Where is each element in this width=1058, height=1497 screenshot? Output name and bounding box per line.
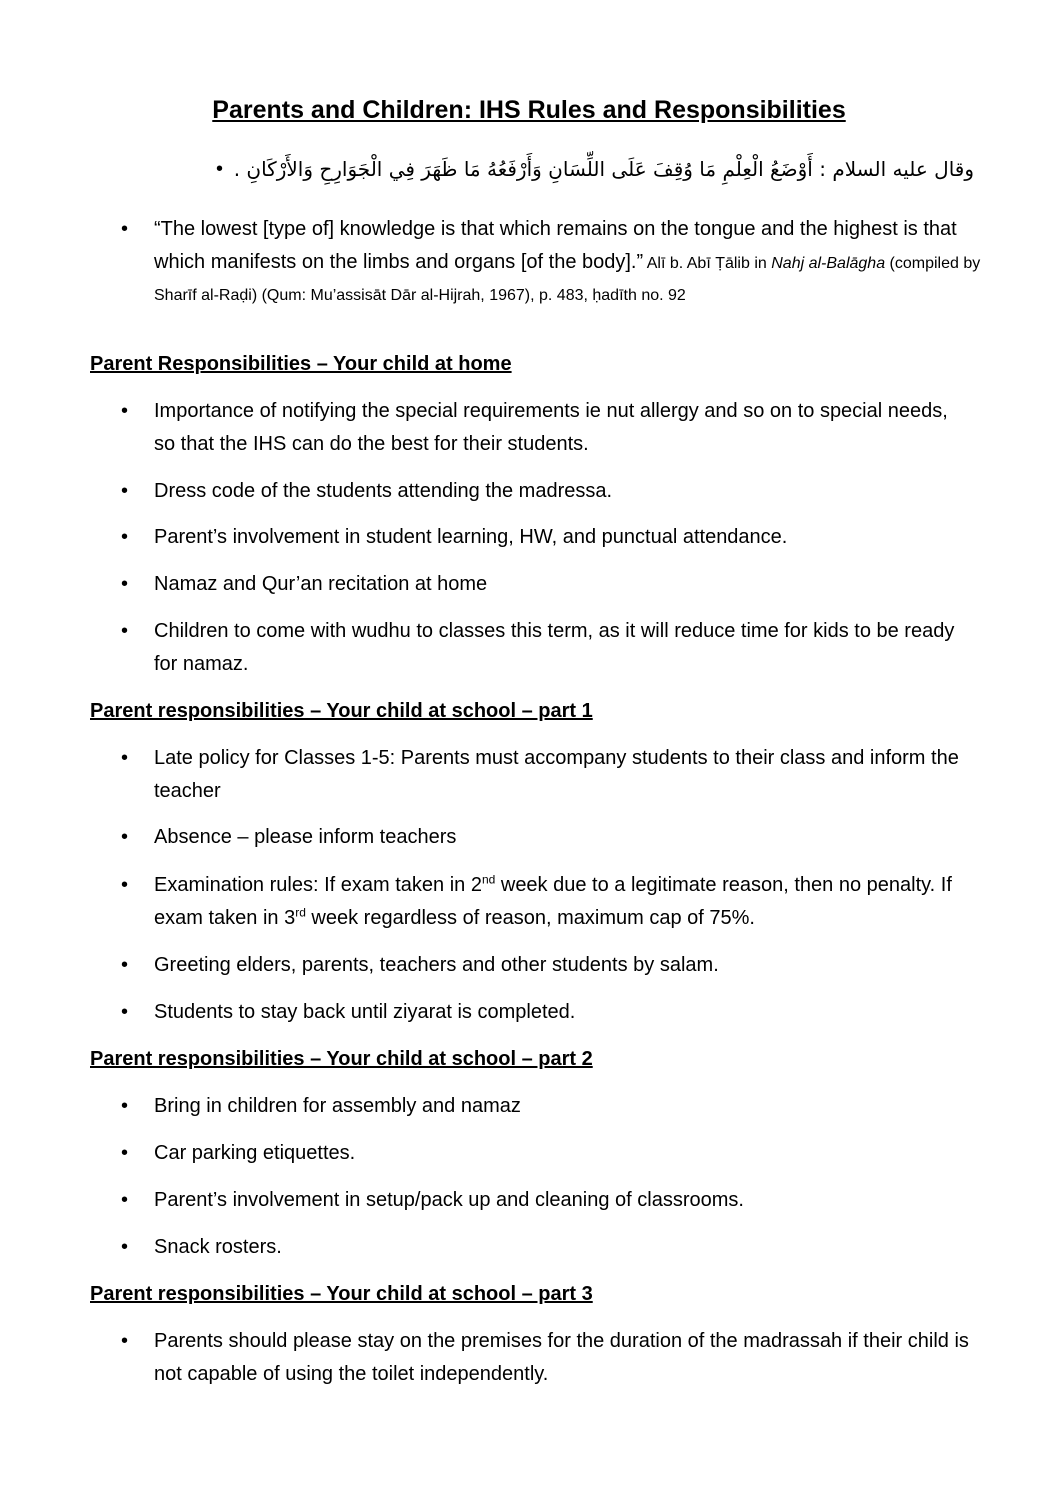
list-item-exam-rules [154,869,974,934]
list-item: Car parking etiquettes. [154,1142,356,1164]
exam-text-c: week regardless of reason, maximum cap of 75%. [305,906,755,929]
page-title: Parents and Children: IHS Rules and Responsibilities [212,96,846,124]
quote-citation-title: Nahj al-Balāgha [771,254,886,272]
quote-main: “The lowest [type of] knowledge is that which remains on the tongue and the highest is that which manifests on the limbs and organs [of the body].” [154,218,957,273]
list-item: Parent’s involvement in setup/pack up and cleaning of classrooms. [154,1189,744,1211]
list-item: Dress code of the students attending the madressa. [154,480,613,502]
exam-text-a: Examination rules: If exam taken in 2 [154,874,482,896]
section-heading-home: Parent Responsibilities – Your child at home [90,353,512,375]
exam-sup-rd: rd [295,904,306,919]
bullet-marker: • [121,480,129,502]
bullet-marker: • [216,158,224,180]
quote-citation-pre: Alī b. Abī Ṭālib in [643,254,772,272]
list-item: Parent’s involvement in student learning, HW, and punctual attendance. [154,526,788,548]
list-item: Importance of notifying the special requirements ie nut allergy and so on to special needs, so that the IHS can do the best for their students. [154,400,948,455]
list-item: Bring in children for assembly and namaz [154,1095,521,1117]
bullet-marker: • [121,1001,129,1023]
exam-sup-nd: nd [481,872,496,887]
section-heading-school-part-3: Parent responsibilities – Your child at school – part 3 [90,1283,593,1305]
exam-text-b: week due to a legitimate reason, then no penalty. If exam taken in 3 [154,874,952,929]
bullet-marker: • [121,826,129,848]
bullet-marker: • [121,954,129,976]
bullet-marker: • [121,400,129,422]
list-item: Children to come with wudhu to classes this term, as it will reduce time for kids to be ready for namaz. [154,620,955,675]
quote-citation-post: (compiled by Sharīf al-Raḍi) (Qum: Mu’assisāt Dār al-Hijrah, 1967), p. 483, ḥadīth no. 92 [154,254,981,304]
bullet-marker: • [121,620,129,642]
list-item: Namaz and Qur’an recitation at home [154,573,488,595]
bullet-marker: • [121,1236,129,1258]
list-item: Absence – please inform teachers [154,826,457,848]
list-item: Students to stay back until ziyarat is completed. [154,1001,576,1023]
bullet-marker: • [121,573,129,595]
bullet-marker: • [121,874,129,896]
section-heading-school-part-2: Parent responsibilities – Your child at school – part 2 [90,1048,593,1070]
list-item: Late policy for Classes 1-5: Parents must accompany students to their class and inform the teacher [154,747,959,802]
bullet-marker: • [121,1142,129,1164]
list-item: Greeting elders, parents, teachers and other students by salam. [154,954,719,976]
bullet-marker: • [121,1095,129,1117]
bullet-marker: • [121,1189,129,1211]
list-item: Snack rosters. [154,1236,282,1258]
arabic-quote: وقال عليه السلام : أَوْضَعُ الْعِلْمِ مَا وُقِفَ عَلَى اللِّسَانِ وَأَرْفَعُهُ مَا ظَهَرَ فِي الْجَوَارِحِ وَالأَرْكَانِ . [233,157,974,181]
bullet-marker: • [121,218,129,240]
bullet-marker: • [121,747,129,769]
bullet-marker: • [121,526,129,548]
list-item: Parents should please stay on the premises for the duration of the madrassah if their child is not capable of using the toilet independently. [154,1330,969,1385]
section-heading-school-part-1: Parent responsibilities – Your child at school – part 1 [90,700,593,722]
quote-translation [154,213,994,311]
bullet-marker: • [121,1330,129,1352]
